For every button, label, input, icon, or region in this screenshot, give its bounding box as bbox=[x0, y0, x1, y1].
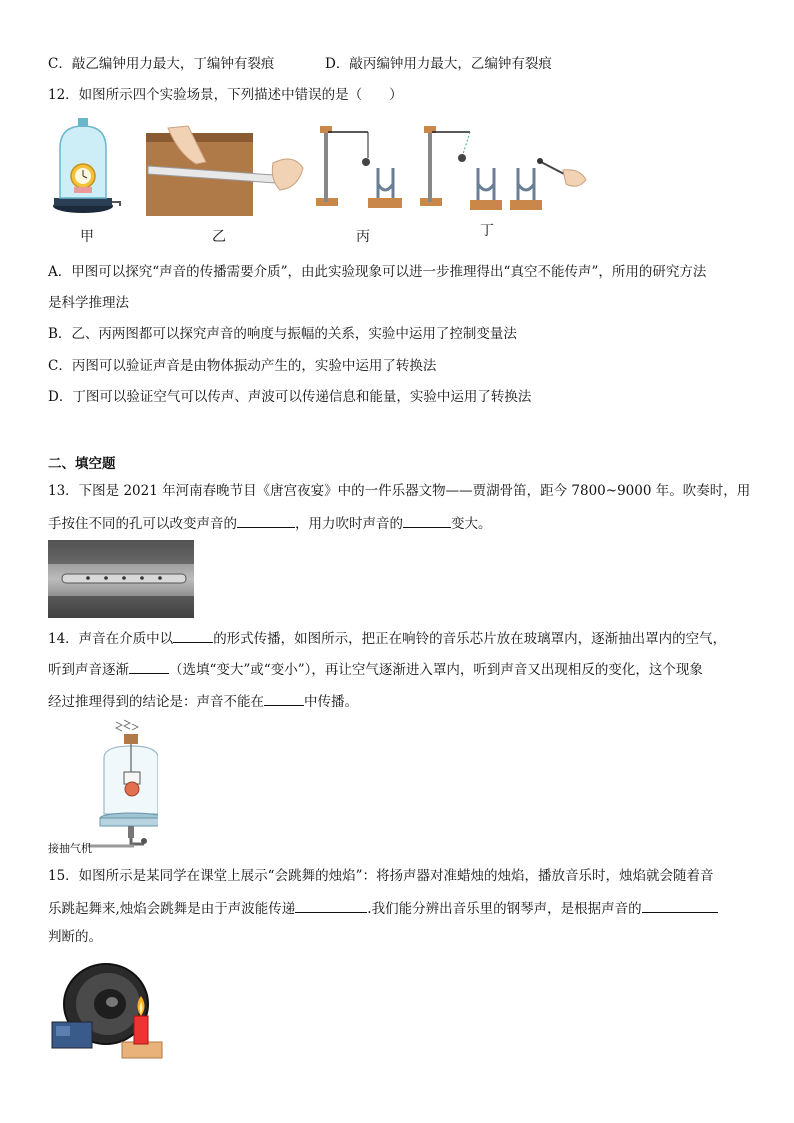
vacuum-pump-label: 接抽气机 bbox=[48, 842, 92, 855]
q14-text-b: 的形式传播，如图所示，把正在响铃的音乐芯片放在玻璃罩内，逐渐抽出罩内的空气， bbox=[213, 631, 727, 647]
ruler-on-table-image bbox=[146, 126, 303, 216]
q14-text-a: 14．声音在介质中以 bbox=[48, 631, 174, 647]
q14-blank-1[interactable] bbox=[173, 628, 213, 643]
q13-line-2 bbox=[48, 513, 492, 533]
q11-option-c: C．敲乙编钟用力最大，丁编钟有裂痕 bbox=[48, 56, 275, 72]
q13-blank-1[interactable] bbox=[237, 513, 295, 528]
q13-blank-2[interactable] bbox=[403, 513, 451, 528]
figure-caption-ding: 丁 bbox=[480, 223, 494, 239]
q14-text-c: 听到声音逐渐 bbox=[48, 662, 129, 678]
q13-text-b: ，用力吹时声音的 bbox=[295, 516, 403, 532]
two-tuning-forks-image bbox=[420, 126, 586, 210]
q12-option-c: C．丙图可以验证声音是由物体振动产生的，实验中运用了转换法 bbox=[48, 358, 437, 374]
q13-text-a: 手按住不同的孔可以改变声音的 bbox=[48, 516, 237, 532]
figure-caption-yi: 乙 bbox=[212, 229, 226, 245]
q12-experiment-figures bbox=[48, 118, 608, 223]
q13-line-1: 13．下图是 2021 年河南春晚节目《唐宫夜宴》中的一件乐器文物——贾湖骨笛，距今 7800~9000 年。吹奏时，用 bbox=[48, 483, 751, 499]
q14-text-f: 中传播。 bbox=[304, 694, 358, 710]
q14-text-d: （选填“变大”或“变小”），再让空气逐渐进入罩内，听到声音又出现相反的变化，这个现象 bbox=[169, 662, 703, 678]
q13-text-c: 变大。 bbox=[451, 516, 492, 532]
q14-line-3 bbox=[48, 691, 358, 711]
figure-caption-bing: 丙 bbox=[356, 229, 370, 245]
q14-text-e: 经过推理得到的结论是：声音不能在 bbox=[48, 694, 264, 710]
bell-jar-alarm-clock-image bbox=[53, 118, 120, 213]
q12-option-b: B．乙、丙两图都可以探究声音的响度与振幅的关系，实验中运用了控制变量法 bbox=[48, 326, 517, 342]
q12-option-d: D．丁图可以验证空气可以传声、声波可以传递信息和能量，实验中运用了转换法 bbox=[48, 389, 532, 405]
section-title: 二、填空题 bbox=[48, 456, 116, 472]
q14-blank-2[interactable] bbox=[129, 659, 169, 674]
q12-option-a-cont: 是科学推理法 bbox=[48, 295, 129, 311]
figure-caption-jia: 甲 bbox=[80, 229, 94, 245]
q15-text-b: .我们能分辨出音乐里的钢琴声，是根据声音的 bbox=[367, 901, 642, 917]
q15-blank-2[interactable] bbox=[642, 898, 718, 913]
bone-flute-photo bbox=[48, 540, 194, 618]
stand-ball-tuning-fork-image bbox=[316, 126, 402, 208]
q14-line-2 bbox=[48, 659, 703, 679]
q15-text-a: 乐跳起舞来,烛焰会跳舞是由于声波能传递 bbox=[48, 901, 296, 917]
q14-blank-3[interactable] bbox=[264, 691, 304, 706]
vacuum-bell-jar-image bbox=[48, 718, 158, 858]
q15-blank-1[interactable] bbox=[295, 898, 367, 913]
q15-line-2 bbox=[48, 898, 718, 918]
q12-stem: 12．如图所示四个实验场景，下列描述中错误的是（ ） bbox=[48, 87, 403, 103]
q15-line-3: 判断的。 bbox=[48, 929, 102, 945]
q14-line-1 bbox=[48, 628, 726, 648]
q15-line-1: 15．如图所示是某同学在课堂上展示“会跳舞的烛焰”：将扬声器对准蜡烛的烛焰，播放音乐时，烛焰就会随着音 bbox=[48, 868, 714, 884]
q12-option-a: A．甲图可以探究“声音的传播需要介质”，由此实验现象可以进一步推理得出“真空不能传声”，所用的研究方法 bbox=[48, 264, 707, 280]
speaker-and-candle-image bbox=[48, 960, 170, 1062]
q11-option-d: D．敲丙编钟用力最大，乙编钟有裂痕 bbox=[325, 56, 552, 72]
